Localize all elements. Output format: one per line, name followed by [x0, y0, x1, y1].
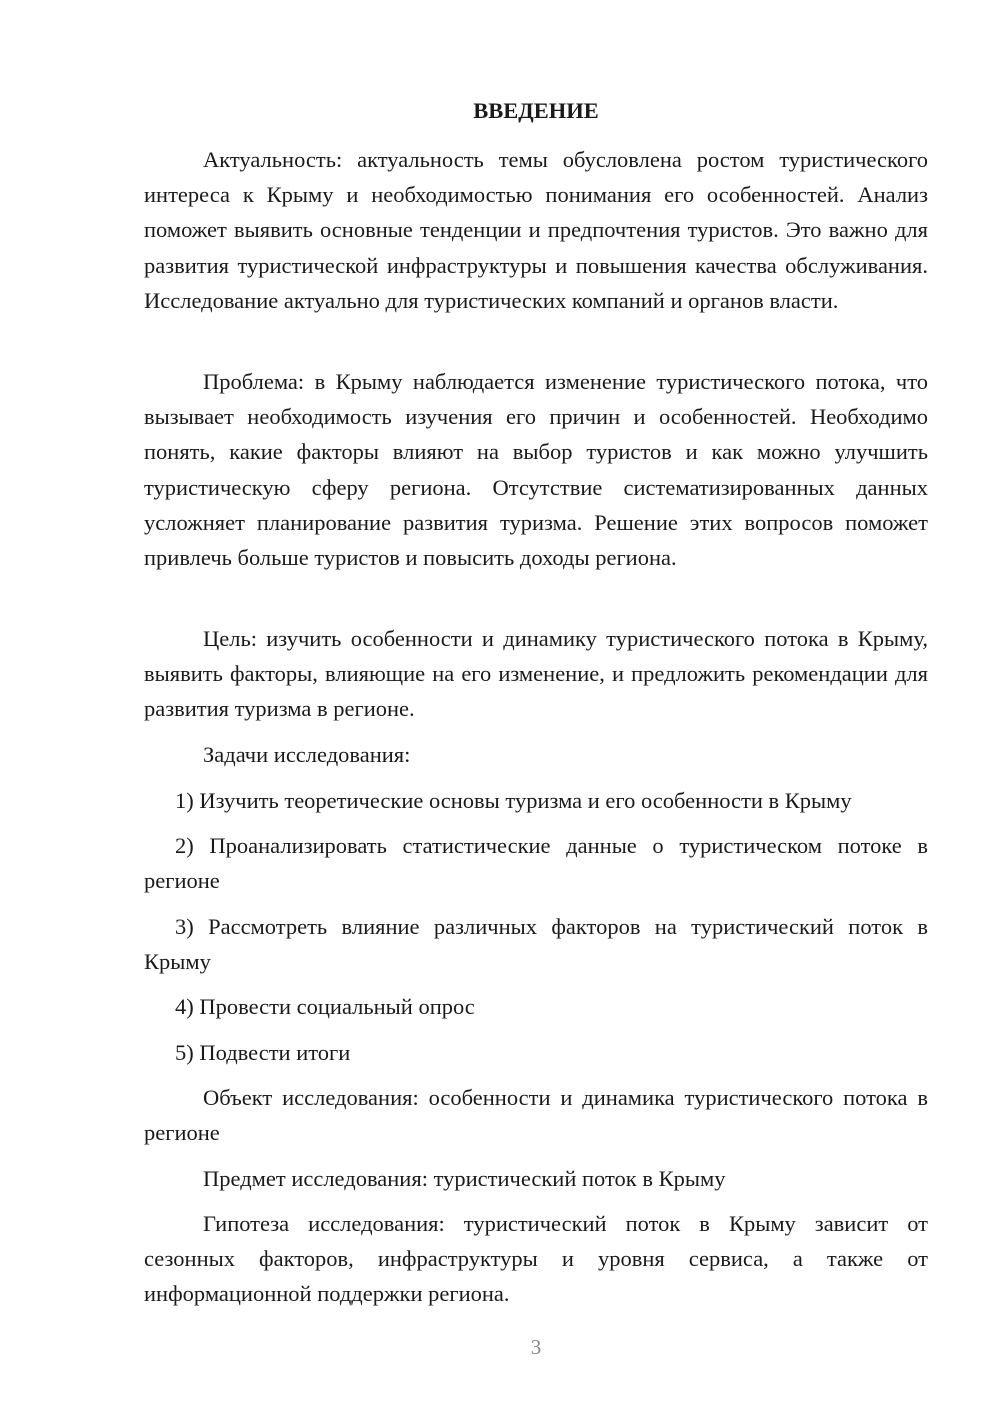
paragraph-subject: Предмет исследования: туристический поток в Крыму — [203, 1166, 726, 1191]
section-heading: ВВЕДЕНИЕ — [473, 98, 599, 123]
task-item-1: 1) Изучить теоретические основы туризма и его особенности в Крыму — [175, 788, 852, 813]
task-item-4: 4) Провести социальный опрос — [175, 994, 475, 1019]
page-number: 3 — [530, 1335, 542, 1359]
task-item-5: 5) Подвести итоги — [175, 1040, 351, 1065]
paragraph-relevance: Актуальность: актуальность темы обусловлена ростом туристического интереса к Крыму и необходимостью понимания его особенностей. Анализ поможет выявить основные тенденции и предпочтения туристов. Это важно для развития туристической инфраструктуры и повышения качества обслуживания. Исследование актуально для туристических компаний и органов власти. — [144, 147, 928, 313]
task-item-2: 2) Проанализировать статистические данные о туристическом потоке в регионе — [144, 833, 928, 894]
paragraph-goal: Цель: изучить особенности и динамику туристического потока в Крыму, выявить факторы, влияющие на его изменение, и предложить рекомендации для развития туризма в регионе. — [144, 626, 928, 722]
paragraph-object: Объект исследования: особенности и динамика туристического потока в регионе — [144, 1085, 928, 1146]
paragraph-hypothesis: Гипотеза исследования: туристический поток в Крыму зависит от сезонных факторов, инфраструктуры и уровня сервиса, а также от информационной поддержки региона. — [144, 1211, 928, 1307]
task-item-3: 3) Рассмотреть влияние различных факторов на туристический поток в Крыму — [144, 914, 928, 975]
paragraph-tasks-title: Задачи исследования: — [203, 742, 411, 767]
paragraph-problem: Проблема: в Крыму наблюдается изменение туристического потока, что вызывает необходимость изучения его причин и особенностей. Необходимо понять, какие факторы влияют на выбор туристов и как можно улучшить туристическую сферу региона. Отсутствие систематизированных данных усложняет планирование развития туризма. Решение этих вопросов поможет привлечь больше туристов и повысить доходы региона. — [144, 369, 928, 571]
